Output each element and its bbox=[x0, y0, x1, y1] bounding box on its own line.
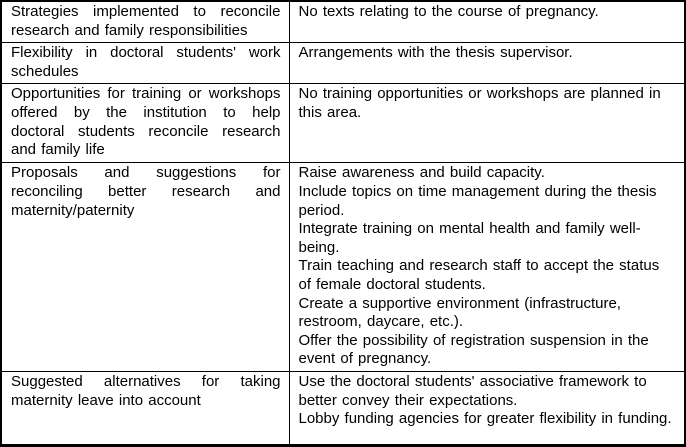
response-cell bbox=[289, 1, 685, 43]
response-cell bbox=[289, 84, 685, 163]
response-line: Integrate training on mental health and family well-being. bbox=[298, 220, 641, 256]
topic-cell: Opportunities for training or workshops offered by the institution to help doctoral students reconcile research and family life bbox=[1, 84, 289, 163]
response-line: Train teaching and research staff to accept the status of female doctoral students. bbox=[298, 257, 660, 293]
response-line: No texts relating to the course of pregnancy. bbox=[298, 3, 599, 20]
table-row bbox=[1, 1, 685, 43]
topic-cell: Flexibility in doctoral students' work schedules bbox=[1, 43, 289, 84]
table-row bbox=[1, 84, 685, 163]
response-line: Raise awareness and build capacity. bbox=[298, 164, 545, 182]
topic-cell: Strategies implemented to reconcile research and family responsibilities bbox=[1, 1, 289, 43]
topic-cell: Proposals and suggestions for reconciling better research and maternity/paternity bbox=[1, 163, 289, 372]
response-cell bbox=[289, 371, 685, 445]
response-cell bbox=[289, 163, 685, 372]
response-line: Use the doctoral students' associative framework to better convey their expectations. bbox=[298, 372, 647, 409]
table-row bbox=[1, 371, 685, 445]
table-row bbox=[1, 43, 685, 84]
response-line: Arrangements with the thesis supervisor. bbox=[298, 44, 573, 62]
response-line: Create a supportive environment (infrastructure, restroom, daycare, etc.). bbox=[298, 294, 621, 331]
response-line: Include topics on time management during the thesis period. bbox=[298, 182, 657, 219]
response-line: No training opportunities or workshops are planned in this area. bbox=[298, 85, 661, 121]
response-cell bbox=[289, 43, 685, 84]
table-row bbox=[1, 163, 685, 372]
response-line: Lobby funding agencies for greater flexibility in funding. bbox=[298, 410, 672, 428]
topic-cell: Suggested alternatives for taking maternity leave into account bbox=[1, 371, 289, 445]
table-body bbox=[1, 1, 685, 445]
response-line: Offer the possibility of registration suspension in the event of pregnancy. bbox=[298, 331, 649, 368]
